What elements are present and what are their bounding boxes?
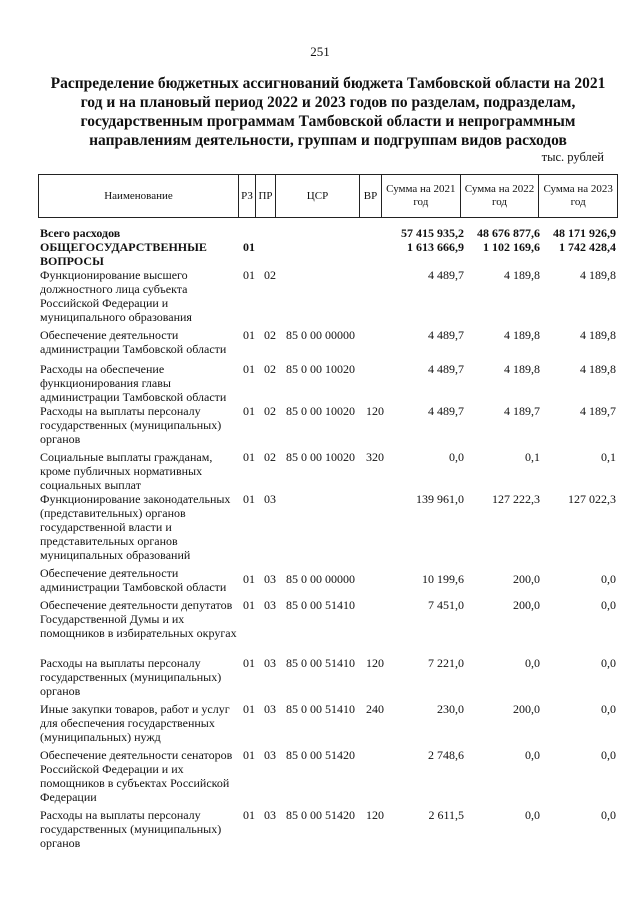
row-11-rz: 01: [243, 702, 255, 716]
row-3-name: Обеспечение деятельности администрации Тамбовской области: [40, 328, 227, 356]
header-sum-2023: Сумма на 2023 год: [543, 183, 613, 208]
row-6-csr: 85 0 00 10020: [286, 450, 355, 464]
row-4-s3: 4 189,8: [580, 362, 616, 376]
row-2-name: Функционирование высшего должностного лица субъекта Российской Федерации и муниципального образования: [40, 268, 192, 324]
row-8-rz: 01: [243, 572, 255, 586]
header-rz: РЗ: [239, 175, 256, 217]
row-12-s2: 0,0: [525, 748, 540, 762]
row-9-s2: 200,0: [513, 598, 540, 612]
units-label: тыс. рублей: [541, 150, 604, 164]
row-9-rz: 01: [243, 598, 255, 612]
row-6-s1: 0,0: [449, 450, 464, 464]
row-3-s1: 4 489,7: [428, 328, 464, 342]
row-9-csr: 85 0 00 51410: [286, 598, 355, 612]
row-8-s2: 200,0: [513, 572, 540, 586]
row-11-s2: 200,0: [513, 702, 540, 716]
row-10-rz: 01: [243, 656, 255, 670]
row-4-rz: 01: [243, 362, 255, 376]
row-5-pr: 02: [264, 404, 276, 418]
row-13-vr: 120: [366, 808, 384, 822]
row-8-name: Обеспечение деятельности администрации Тамбовской области: [40, 566, 227, 594]
header-csr: ЦСР: [276, 175, 360, 217]
row-1-s3: 1 742 428,4: [559, 240, 616, 254]
row-2-s3: 4 189,8: [580, 268, 616, 282]
row-6-vr: 320: [366, 450, 384, 464]
row-11-s1: 230,0: [437, 702, 464, 716]
row-10-name: Расходы на выплаты персоналу государственных (муниципальных) органов: [40, 656, 222, 698]
row-12-s3: 0,0: [601, 748, 616, 762]
row-12-csr: 85 0 00 51420: [286, 748, 355, 762]
row-13-s1: 2 611,5: [428, 808, 464, 822]
row-4-csr: 85 0 00 10020: [286, 362, 355, 376]
row-4-s2: 4 189,8: [504, 362, 540, 376]
row-8-pr: 03: [264, 572, 276, 586]
row-10-csr: 85 0 00 51410: [286, 656, 355, 670]
row-7-s3: 127 022,3: [568, 492, 616, 506]
row-4-name: Расходы на обеспечение функционирования главы администрации Тамбовской области: [40, 362, 227, 404]
row-3-s3: 4 189,8: [580, 328, 616, 342]
page-number: 251: [310, 44, 330, 59]
header-sum-2021: Сумма на 2021 год: [382, 175, 461, 217]
header-vr: ВР: [360, 175, 382, 217]
row-3-pr: 02: [264, 328, 276, 342]
row-10-s3: 0,0: [601, 656, 616, 670]
row-2-s1: 4 489,7: [428, 268, 464, 282]
row-13-s2: 0,0: [525, 808, 540, 822]
row-10-pr: 03: [264, 656, 276, 670]
row-7-pr: 03: [264, 492, 276, 506]
row-9-s1: 7 451,0: [428, 598, 464, 612]
row-11-vr: 240: [366, 702, 384, 716]
row-9-name: Обеспечение деятельности депутатов Государственной Думы и их помощников в избирательных округах: [40, 598, 237, 640]
row-7-s2: 127 222,3: [492, 492, 540, 506]
document-title: Распределение бюджетных ассигнований бюджета Тамбовской области на 2021 год и на плановый период 2022 и 2023 годов по разделам, подразделам, государственным программам Тамбовской области и непрограммным направлениям деятельности, группам и подгруппам видов расходов: [50, 75, 606, 149]
row-6-name: Социальные выплаты гражданам, кроме публичных нормативных социальных выплат: [40, 450, 213, 492]
row-1-rz: 01: [243, 240, 255, 254]
row-2-pr: 02: [264, 268, 276, 282]
row-6-pr: 02: [264, 450, 276, 464]
row-0-s1: 57 415 935,2: [401, 226, 464, 240]
row-13-pr: 03: [264, 808, 276, 822]
row-5-name: Расходы на выплаты персоналу государственных (муниципальных) органов: [40, 404, 222, 446]
row-5-s1: 4 489,7: [428, 404, 464, 418]
row-2-s2: 4 189,8: [504, 268, 540, 282]
row-0-s2: 48 676 877,6: [477, 226, 540, 240]
row-5-csr: 85 0 00 10020: [286, 404, 355, 418]
row-3-csr: 85 0 00 00000: [286, 328, 355, 342]
header-pr: ПР: [256, 175, 276, 217]
row-7-s1: 139 961,0: [416, 492, 464, 506]
row-12-pr: 03: [264, 748, 276, 762]
row-13-s3: 0,0: [601, 808, 616, 822]
row-6-rz: 01: [243, 450, 255, 464]
header-sum-2022: Сумма на 2022 год: [461, 175, 540, 217]
row-3-s2: 4 189,8: [504, 328, 540, 342]
row-13-csr: 85 0 00 51420: [286, 808, 355, 822]
row-5-s2: 4 189,7: [504, 404, 540, 418]
row-1-s2: 1 102 169,6: [483, 240, 540, 254]
row-8-csr: 85 0 00 00000: [286, 572, 355, 586]
row-8-s3: 0,0: [601, 572, 616, 586]
row-0-s3: 48 171 926,9: [553, 226, 616, 240]
row-12-s1: 2 748,6: [428, 748, 464, 762]
header-name: Наименование: [39, 175, 239, 217]
row-1-name: ОБЩЕГОСУДАРСТВЕННЫЕ ВОПРОСЫ: [40, 240, 207, 268]
row-13-name: Расходы на выплаты персоналу государственных (муниципальных) органов: [40, 808, 222, 850]
row-10-s2: 0,0: [525, 656, 540, 670]
row-11-name: Иные закупки товаров, работ и услуг для обеспечения государственных (муниципальных) нужд: [40, 702, 230, 744]
row-9-s3: 0,0: [601, 598, 616, 612]
row-8-s1: 10 199,6: [422, 572, 464, 586]
row-1-s1: 1 613 666,9: [407, 240, 464, 254]
row-13-rz: 01: [243, 808, 255, 822]
row-4-s1: 4 489,7: [428, 362, 464, 376]
row-3-rz: 01: [243, 328, 255, 342]
row-12-rz: 01: [243, 748, 255, 762]
row-9-pr: 03: [264, 598, 276, 612]
row-5-s3: 4 189,7: [580, 404, 616, 418]
row-4-pr: 02: [264, 362, 276, 376]
row-12-name: Обеспечение деятельности сенаторов Российской Федерации и их помощников в субъектах Российской Федерации: [40, 748, 233, 804]
row-6-s2: 0,1: [525, 450, 540, 464]
row-11-csr: 85 0 00 51410: [286, 702, 355, 716]
row-0-name: Всего расходов: [40, 226, 121, 240]
row-5-vr: 120: [366, 404, 384, 418]
row-10-vr: 120: [366, 656, 384, 670]
row-11-pr: 03: [264, 702, 276, 716]
row-5-rz: 01: [243, 404, 255, 418]
row-11-s3: 0,0: [601, 702, 616, 716]
row-2-rz: 01: [243, 268, 255, 282]
row-7-name: Функционирование законодательных (представительных) органов государственной власти и представительных органов муниципальных образований: [40, 492, 231, 562]
row-10-s1: 7 221,0: [428, 656, 464, 670]
row-6-s3: 0,1: [601, 450, 616, 464]
row-7-rz: 01: [243, 492, 255, 506]
